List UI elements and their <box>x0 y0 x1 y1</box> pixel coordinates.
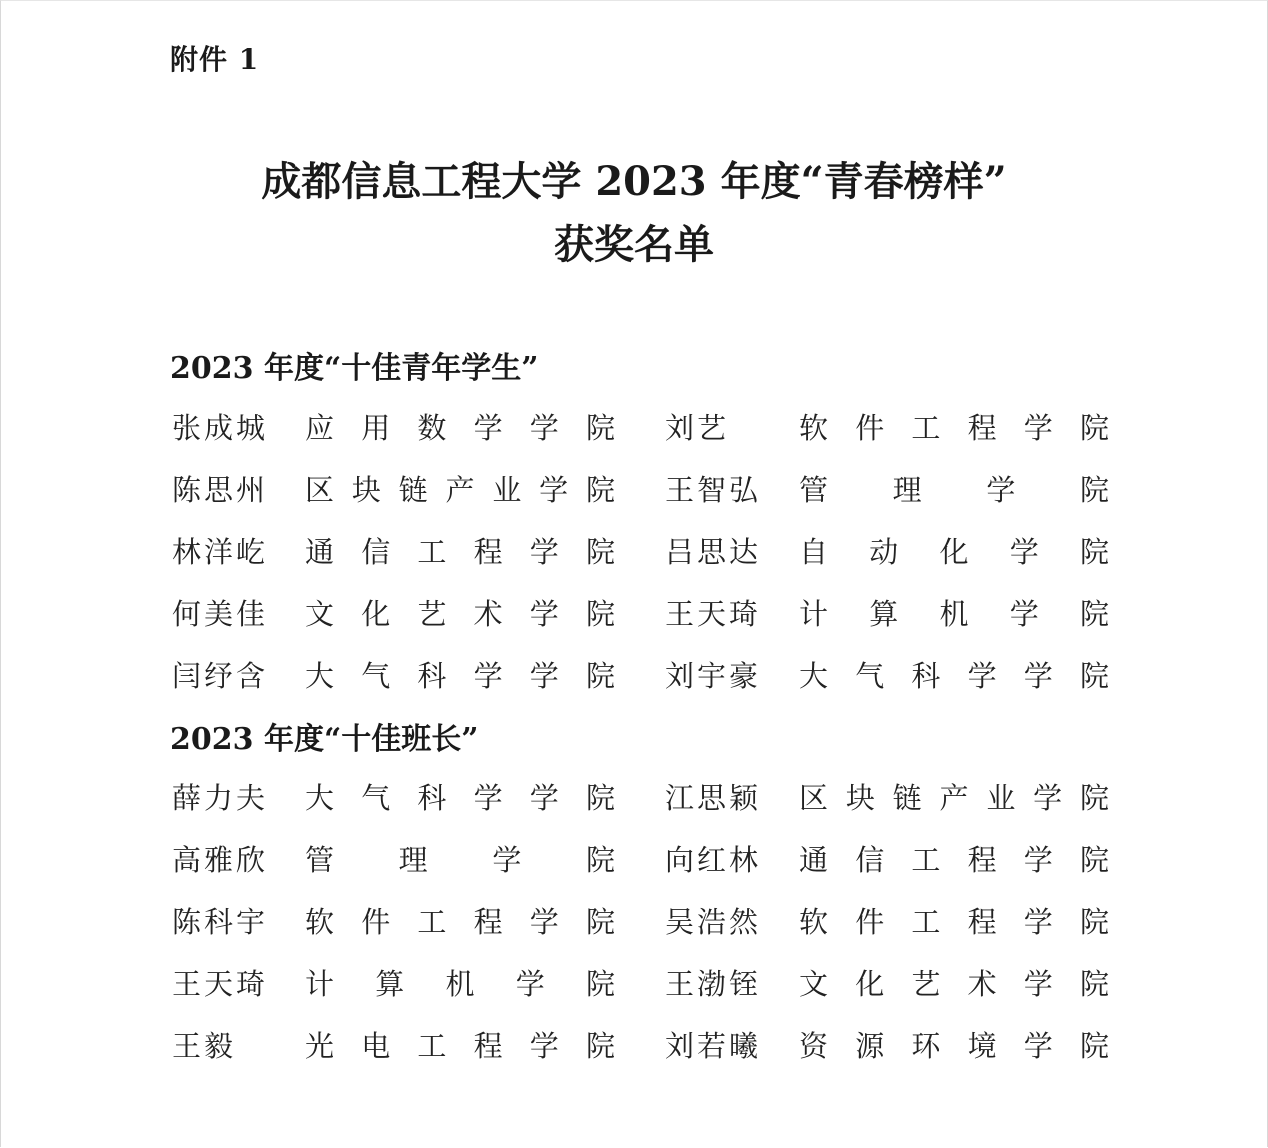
winner-name: 王渤铚 <box>665 967 762 1001</box>
award-row <box>172 530 1112 570</box>
winner-name: 吕思达 <box>665 535 762 569</box>
section-heading-top-ten-monitors: 2023 年度“十佳班长” <box>170 722 479 757</box>
college-name: 文 化 艺 术 学 院 <box>305 597 615 631</box>
college-name: 大 气 科 学 学 院 <box>305 659 615 693</box>
winner-name: 吴浩然 <box>665 905 762 939</box>
award-row <box>172 1024 1112 1064</box>
winner-name: 何美佳 <box>172 597 269 631</box>
college-name: 应 用 数 学 学 院 <box>305 411 615 445</box>
winner-name: 王智弘 <box>665 473 762 507</box>
award-row <box>172 838 1112 878</box>
winner-name: 林洋屹 <box>172 535 269 569</box>
winner-name: 江思颖 <box>665 781 762 815</box>
college-name: 软 件 工 程 学 院 <box>305 905 615 939</box>
college-name: 软 件 工 程 学 院 <box>799 905 1109 939</box>
winner-name: 张成城 <box>172 411 269 445</box>
document-title-line-1: 成都信息工程大学 2023 年度“青春榜样” <box>261 158 1007 205</box>
college-name: 管 理 学 院 <box>305 843 615 877</box>
winner-name: 高雅欣 <box>172 843 269 877</box>
winner-name: 王天琦 <box>172 967 269 1001</box>
award-row <box>172 654 1112 694</box>
college-name: 自 动 化 学 院 <box>799 535 1109 569</box>
winner-name: 王毅 <box>172 1029 237 1063</box>
winner-name: 王天琦 <box>665 597 762 631</box>
college-name: 大 气 科 学 学 院 <box>305 781 615 815</box>
award-row <box>172 406 1112 446</box>
winner-name: 向红林 <box>665 843 762 877</box>
award-row <box>172 962 1112 1002</box>
college-name: 资 源 环 境 学 院 <box>799 1029 1109 1063</box>
college-name: 区 块 链 产 业 学 院 <box>305 473 615 507</box>
section-heading-top-ten-students: 2023 年度“十佳青年学生” <box>170 351 539 386</box>
college-name: 管 理 学 院 <box>799 473 1109 507</box>
college-name: 文 化 艺 术 学 院 <box>799 967 1109 1001</box>
college-name: 大 气 科 学 学 院 <box>799 659 1109 693</box>
award-row <box>172 776 1112 816</box>
winner-name: 刘宇豪 <box>665 659 762 693</box>
award-row <box>172 900 1112 940</box>
award-row <box>172 592 1112 632</box>
winner-name: 闫纾含 <box>172 659 269 693</box>
winner-name: 刘若曦 <box>665 1029 762 1063</box>
college-name: 区 块 链 产 业 学 院 <box>799 781 1109 815</box>
winner-name: 陈科宇 <box>172 905 269 939</box>
college-name: 计 算 机 学 院 <box>305 967 615 1001</box>
college-name: 光 电 工 程 学 院 <box>305 1029 615 1063</box>
winner-name: 陈思州 <box>172 473 269 507</box>
winner-name: 刘艺 <box>665 411 730 445</box>
college-name: 通 信 工 程 学 院 <box>799 843 1109 877</box>
attachment-label: 附件 1 <box>170 43 260 76</box>
document-title-line-2: 获奖名单 <box>554 221 714 268</box>
award-row <box>172 468 1112 508</box>
college-name: 计 算 机 学 院 <box>799 597 1109 631</box>
winner-name: 薛力夫 <box>172 781 269 815</box>
college-name: 软 件 工 程 学 院 <box>799 411 1109 445</box>
college-name: 通 信 工 程 学 院 <box>305 535 615 569</box>
